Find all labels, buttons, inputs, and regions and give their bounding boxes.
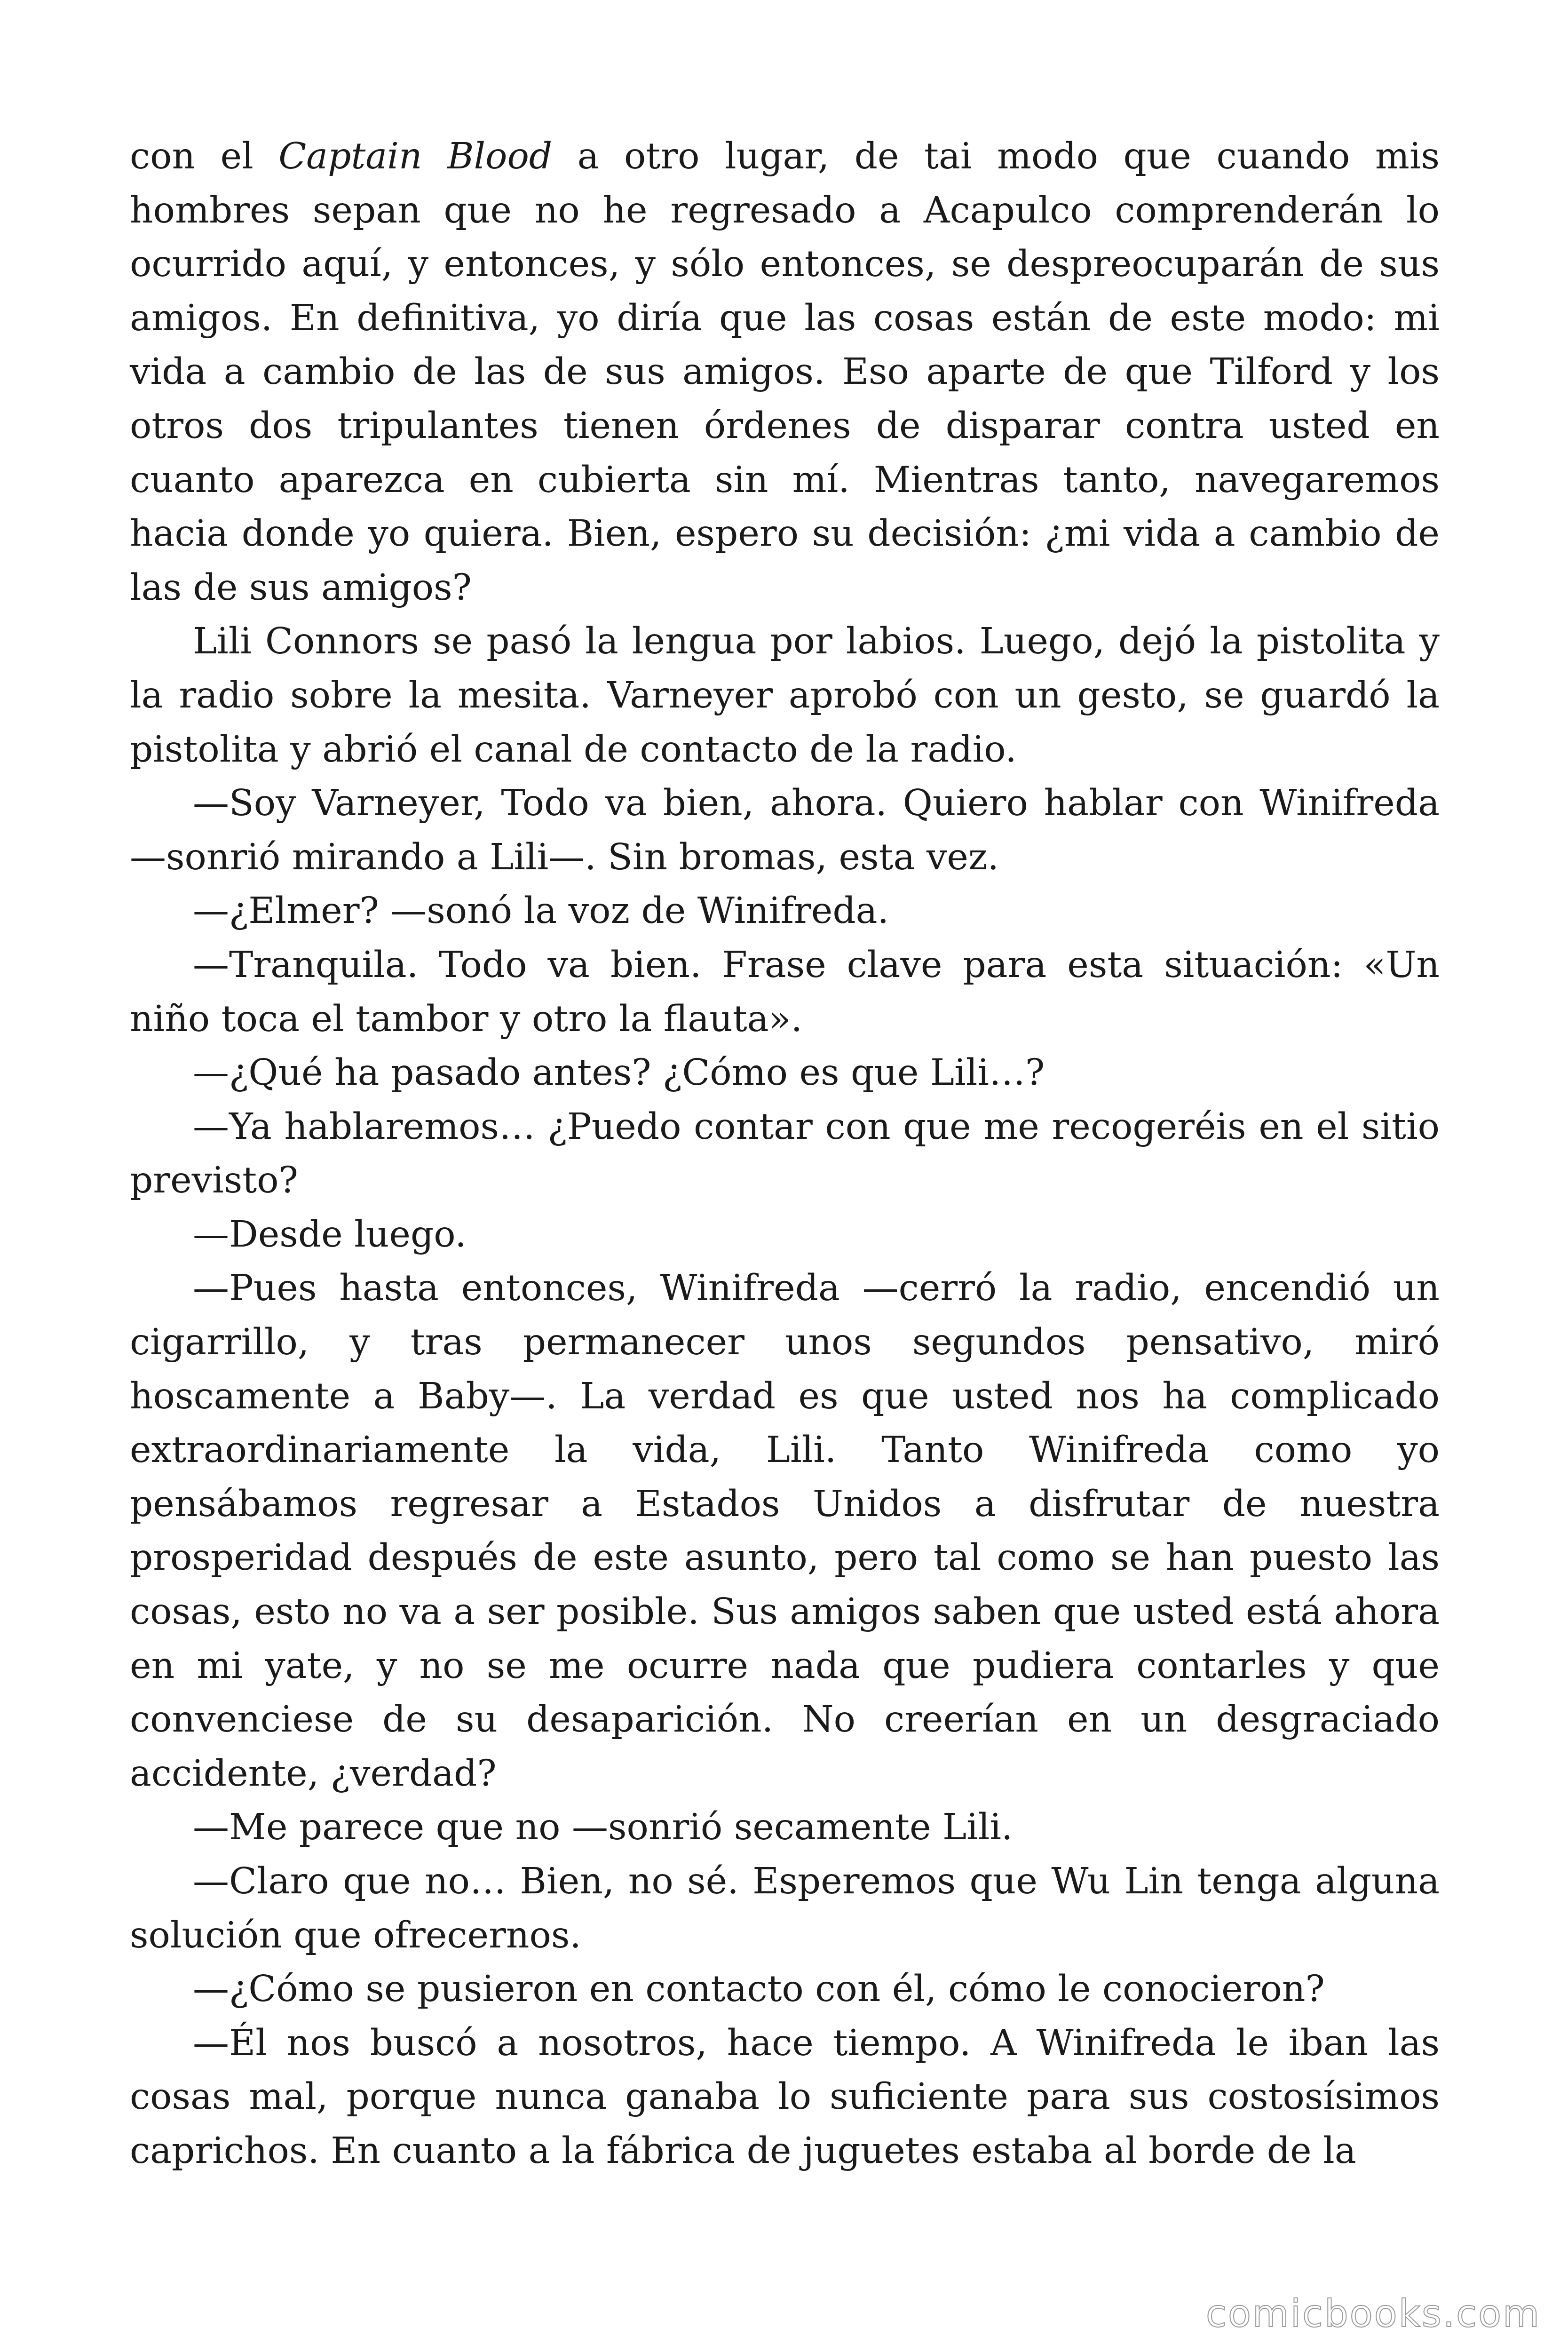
paragraph — [130, 1855, 1440, 1963]
text-run: —Ya hablaremos… ¿Puedo contar con que me recogeréis en el sitio previsto? — [130, 1105, 1440, 1202]
text-run: con el — [130, 135, 279, 177]
text-run: —Él nos buscó a nosotros, hace tiempo. A Winifreda le iban las cosas mal, porque nunca ganaba lo suficiente para sus costosísimos caprichos. En cuanto a la fábrica de juguetes estaba al borde de la — [130, 2022, 1440, 2172]
text-run: —Pues hasta entonces, Winifreda —cerró la radio, encendió un cigarrillo, y tras permanecer unos segundos pensativo, miró hoscamente a Baby—. La verdad es que usted nos ha complicado extraordinariamente la vida, Lili. Tanto Winifreda como yo pensábamos regresar a Estados Unidos a disfrutar de nuestra prosperidad después de este asunto, pero tal como se han puesto las cosas, esto no va a ser posible. Sus amigos saben que usted está ahora en mi yate, y no se me ocurre nada que pudiera contarles y que convenciese de su desaparición. No creerían en un desgraciado accidente, ¿verdad? — [130, 1267, 1440, 1795]
text-run: —¿Qué ha pasado antes? ¿Cómo es que Lili…? — [193, 1052, 1045, 1094]
italic-text: Captain Blood — [278, 135, 553, 177]
text-run: —Claro que no… Bien, no sé. Esperemos que Wu Lin tenga alguna solución que ofrecernos. — [130, 1860, 1440, 1956]
paragraph — [130, 130, 1440, 615]
paragraph — [130, 884, 1440, 938]
paragraph — [130, 1963, 1440, 2017]
text-run: —Desde luego. — [193, 1213, 467, 1255]
text-run: —¿Cómo se pusieron en contacto con él, cómo le conocieron? — [193, 1968, 1325, 2010]
paragraph — [130, 777, 1440, 884]
paragraph — [130, 2017, 1440, 2178]
text-run: —¿Elmer? —sonó la voz de Winifreda. — [193, 890, 889, 932]
text-run: —Tranquila. Todo va bien. Frase clave para esta situación: «Un niño toca el tambor y otro la flauta». — [130, 944, 1440, 1040]
paragraph — [130, 1801, 1440, 1855]
paragraph — [130, 1208, 1440, 1262]
watermark: comicbooks.com — [1205, 2292, 1541, 2336]
paragraph — [130, 1100, 1440, 1208]
body-text — [130, 130, 1440, 2178]
text-run: a otro lugar, de tai modo que cuando mis hombres sepan que no he regresado a Acapulco comprenderán lo ocurrido aquí, y entonces, y sólo entonces, se despreocuparán de sus amigos. En definitiva, yo diría que las cosas están de este modo: mi vida a cambio de las de sus amigos. Eso aparte de que Tilford y los otros dos tripulantes tienen órdenes de disparar contra usted en cuanto aparezca en cubierta sin mí. Mientras tanto, navegaremos hacia donde yo quiera. Bien, espero su decisión: ¿mi vida a cambio de las de sus amigos? — [130, 135, 1440, 609]
text-run: Lili Connors se pasó la lengua por labios. Luego, dejó la pistolita y la radio sobre la mesita. Varneyer aprobó con un gesto, se guardó la pistolita y abrió el canal de contacto de la radio. — [130, 620, 1440, 771]
paragraph — [130, 615, 1440, 777]
paragraph — [130, 1262, 1440, 1801]
text-run: —Soy Varneyer, Todo va bien, ahora. Quiero hablar con Winifreda —sonrió mirando a Lili—. Sin bromas, esta vez. — [130, 782, 1440, 878]
paragraph — [130, 1046, 1440, 1100]
paragraph — [130, 938, 1440, 1046]
text-run: —Me parece que no —sonrió secamente Lili. — [193, 1806, 1013, 1849]
